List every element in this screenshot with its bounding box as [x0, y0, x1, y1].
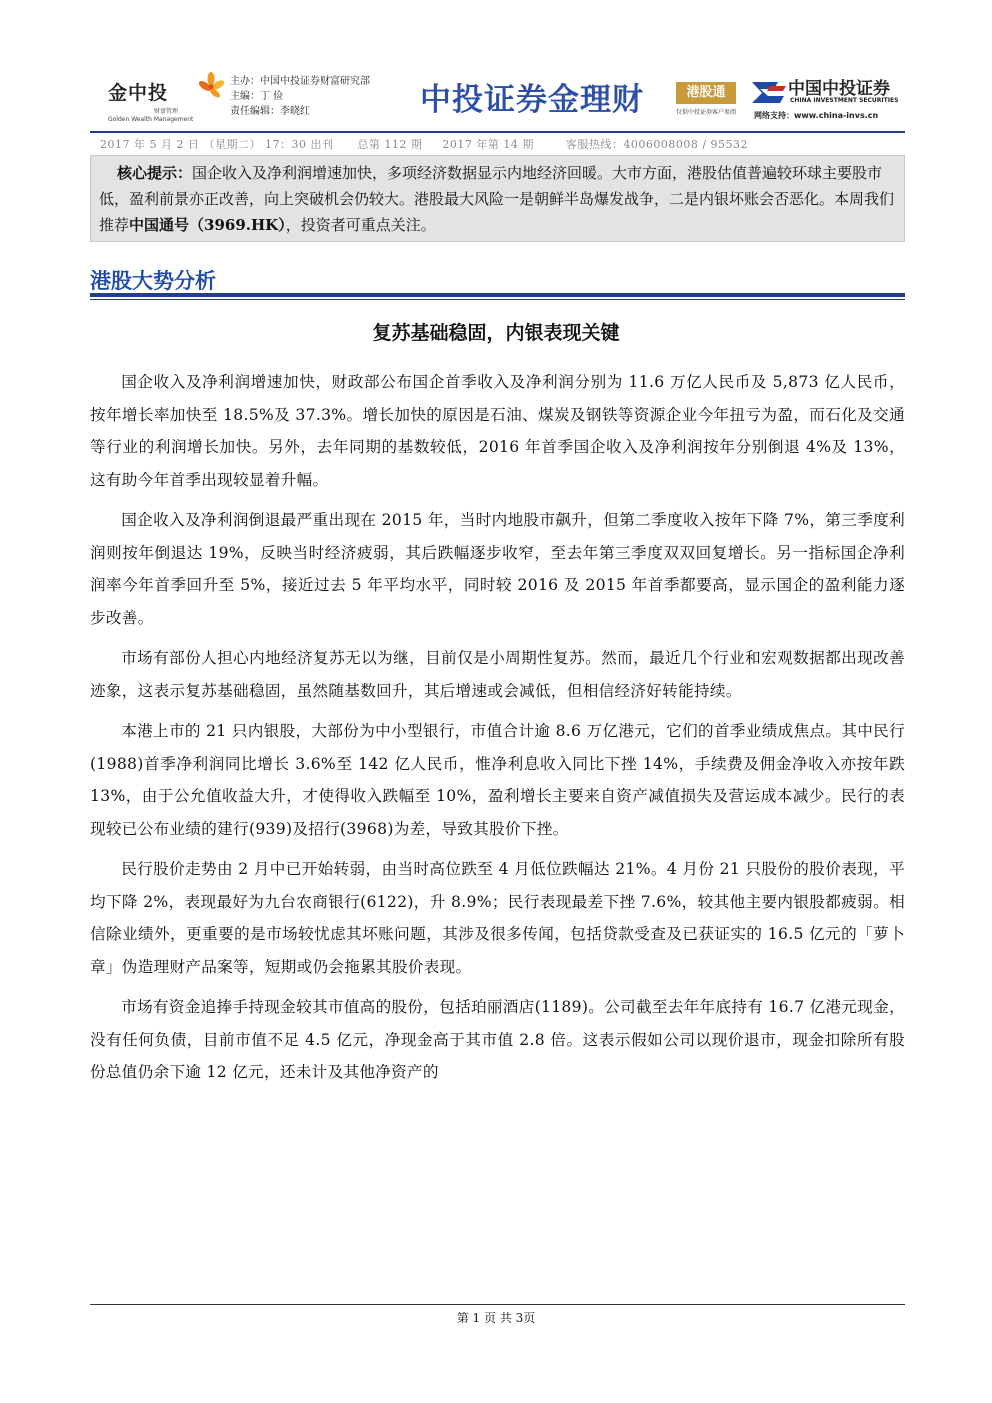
cis-logo-icon	[748, 76, 788, 108]
tip-label: 核心提示：	[117, 164, 193, 182]
hk-connect-note: 仅供中投证券客户参阅	[676, 109, 737, 116]
paragraph: 国企收入及净利润增速加快，财政部公布国企首季收入及净利润分别为 11.6 万亿人民币及 5,873 亿人民币，按年增长率加快至 18.5%及 37.3%。增长加快的原因是石油、煤炭及钢铁等资源企业今年扭亏为盈，而石化及交通等行业的利润增长加快。另外，去年同期的基数较低，2016 年首季国企收入及净利润按年分别倒退 4%及 13%，这有助今年首季出现较显着升幅。	[90, 373, 906, 489]
company-name-cn: 中国中投证券	[788, 79, 890, 99]
article-body	[90, 366, 905, 1097]
website-line: 网络支持：www.china-invs.cn	[754, 111, 879, 120]
section-rule-thin	[90, 299, 905, 300]
company-name-en: CHINA INVESTMENT SECURITIES	[790, 97, 899, 104]
section-rule	[90, 293, 905, 297]
paragraph: 本港上市的 21 只内银股，大部份为中小型银行，市值合计逾 8.6 万亿港元，它们的首季业绩成焦点。其中民行(1988)首季净利润同比增长 3.6%至 142 亿人民币，惟净利息收入同比下挫 14%，手续费及佣金净收入亦按年跌 13%，由于公允值收益大升，才使得收入跌幅至 10%，盈利增长主要来自资产减值损失及营运成本减少。民行的表现较已公布业绩的建行(939)及招行(3968)为差，导致其股价下挫。	[90, 722, 905, 838]
logo-sub-en: Golden Wealth Management	[108, 116, 194, 123]
issue-info-line: 2017 年 5 月 2 日 （星期二） 17：30 出刊 总第 112 期 2017 年第 14 期 客服热线：4006008008 / 95532	[100, 138, 749, 151]
page-number: 第 1 页 共 3页	[456, 1311, 536, 1325]
hk-connect-badge: 港股通	[676, 82, 736, 104]
tip-text-before: 国企收入及净利润增速加快，多项经济数据显示内地经济回暖。大市方面，港股估值普遍较环球主要股市低，盈利前景亦正改善，向上突破机会仍较大。港股最大风险一是朝鲜半岛爆发战争，二是内银坏账会否恶化。本周我们推荐	[99, 164, 895, 234]
logo-name: 金中投	[108, 82, 169, 104]
section-title: 港股大势分析	[90, 269, 216, 293]
paragraph: 市场有资金追捧手持现金较其市值高的股份，包括珀丽酒店(1189)。公司截至去年年底持有 16.7 亿港元现金，没有任何负债，目前市值不足 4.5 亿元，净现金高于其市值 2.8 倍。这表示假如公司以现价退市，现金扣除所有股份总值仍余下逾 12 亿元，还未计及其他净资产的	[90, 998, 905, 1081]
paragraph: 市场有部份人担心内地经济复苏无以为继，目前仅是小周期性复苏。然而，最近几个行业和宏观数据都出现改善迹象，这表示复苏基础稳固，虽然随基数回升，其后增速或会减低，但相信经济好转能持续。	[90, 649, 905, 700]
logo-sub-cn: 财富管理	[154, 108, 179, 115]
tip-text-after: ，投资者可重点关注。	[285, 216, 436, 234]
tip-bold-text: 中国通号（3969.HK）	[129, 216, 286, 234]
footer-rule	[90, 1304, 905, 1305]
header-rule	[90, 131, 905, 133]
sponsor-line: 主办：中国中投证券财富研究部	[230, 76, 370, 87]
article-title: 复苏基础稳固，内银表现关键	[372, 322, 620, 344]
responsible-editor-line: 责任编辑：李晓红	[230, 106, 310, 117]
paragraph: 民行股价走势由 2 月中已开始转弱，由当时高位跌至 4 月低位跌幅达 21%。4 月份 21 只股份的股价表现，平均下降 2%，表现最好为九台农商银行(6122)，升 8.9%；民行表现最差下挫 7.6%，较其他主要内银股都疲弱。相信除业绩外，更重要的是市场较忧虑其坏账问题，其涉及很多传闻，包括贷款受查及已获证实的 16.5 亿元的「萝卜章」伪造理财产品案等，短期或仍会拖累其股价表现。	[90, 860, 905, 976]
paragraph: 国企收入及净利润倒退最严重出现在 2015 年，当时内地股市飙升，但第二季度收入按年下降 7%，第三季度利润则按年倒退达 19%，反映当时经济疲弱，其后跌幅逐步收窄，至去年第三季度双双回复增长。另一指标国企净利润率今年首季回升至 5%，接近过去 5 年平均水平，同时较 2016 及 2015 年首季都要高，显示国企的盈利能力逐步改善。	[90, 511, 905, 627]
flower-logo-icon	[196, 72, 226, 102]
editor-line: 主编：丁 俭	[230, 91, 284, 102]
key-tip-box	[90, 155, 905, 242]
jzt-logo	[108, 78, 223, 123]
credits	[230, 74, 370, 119]
masthead-title: 中投证券金理财	[420, 82, 644, 118]
page-header	[90, 70, 905, 128]
